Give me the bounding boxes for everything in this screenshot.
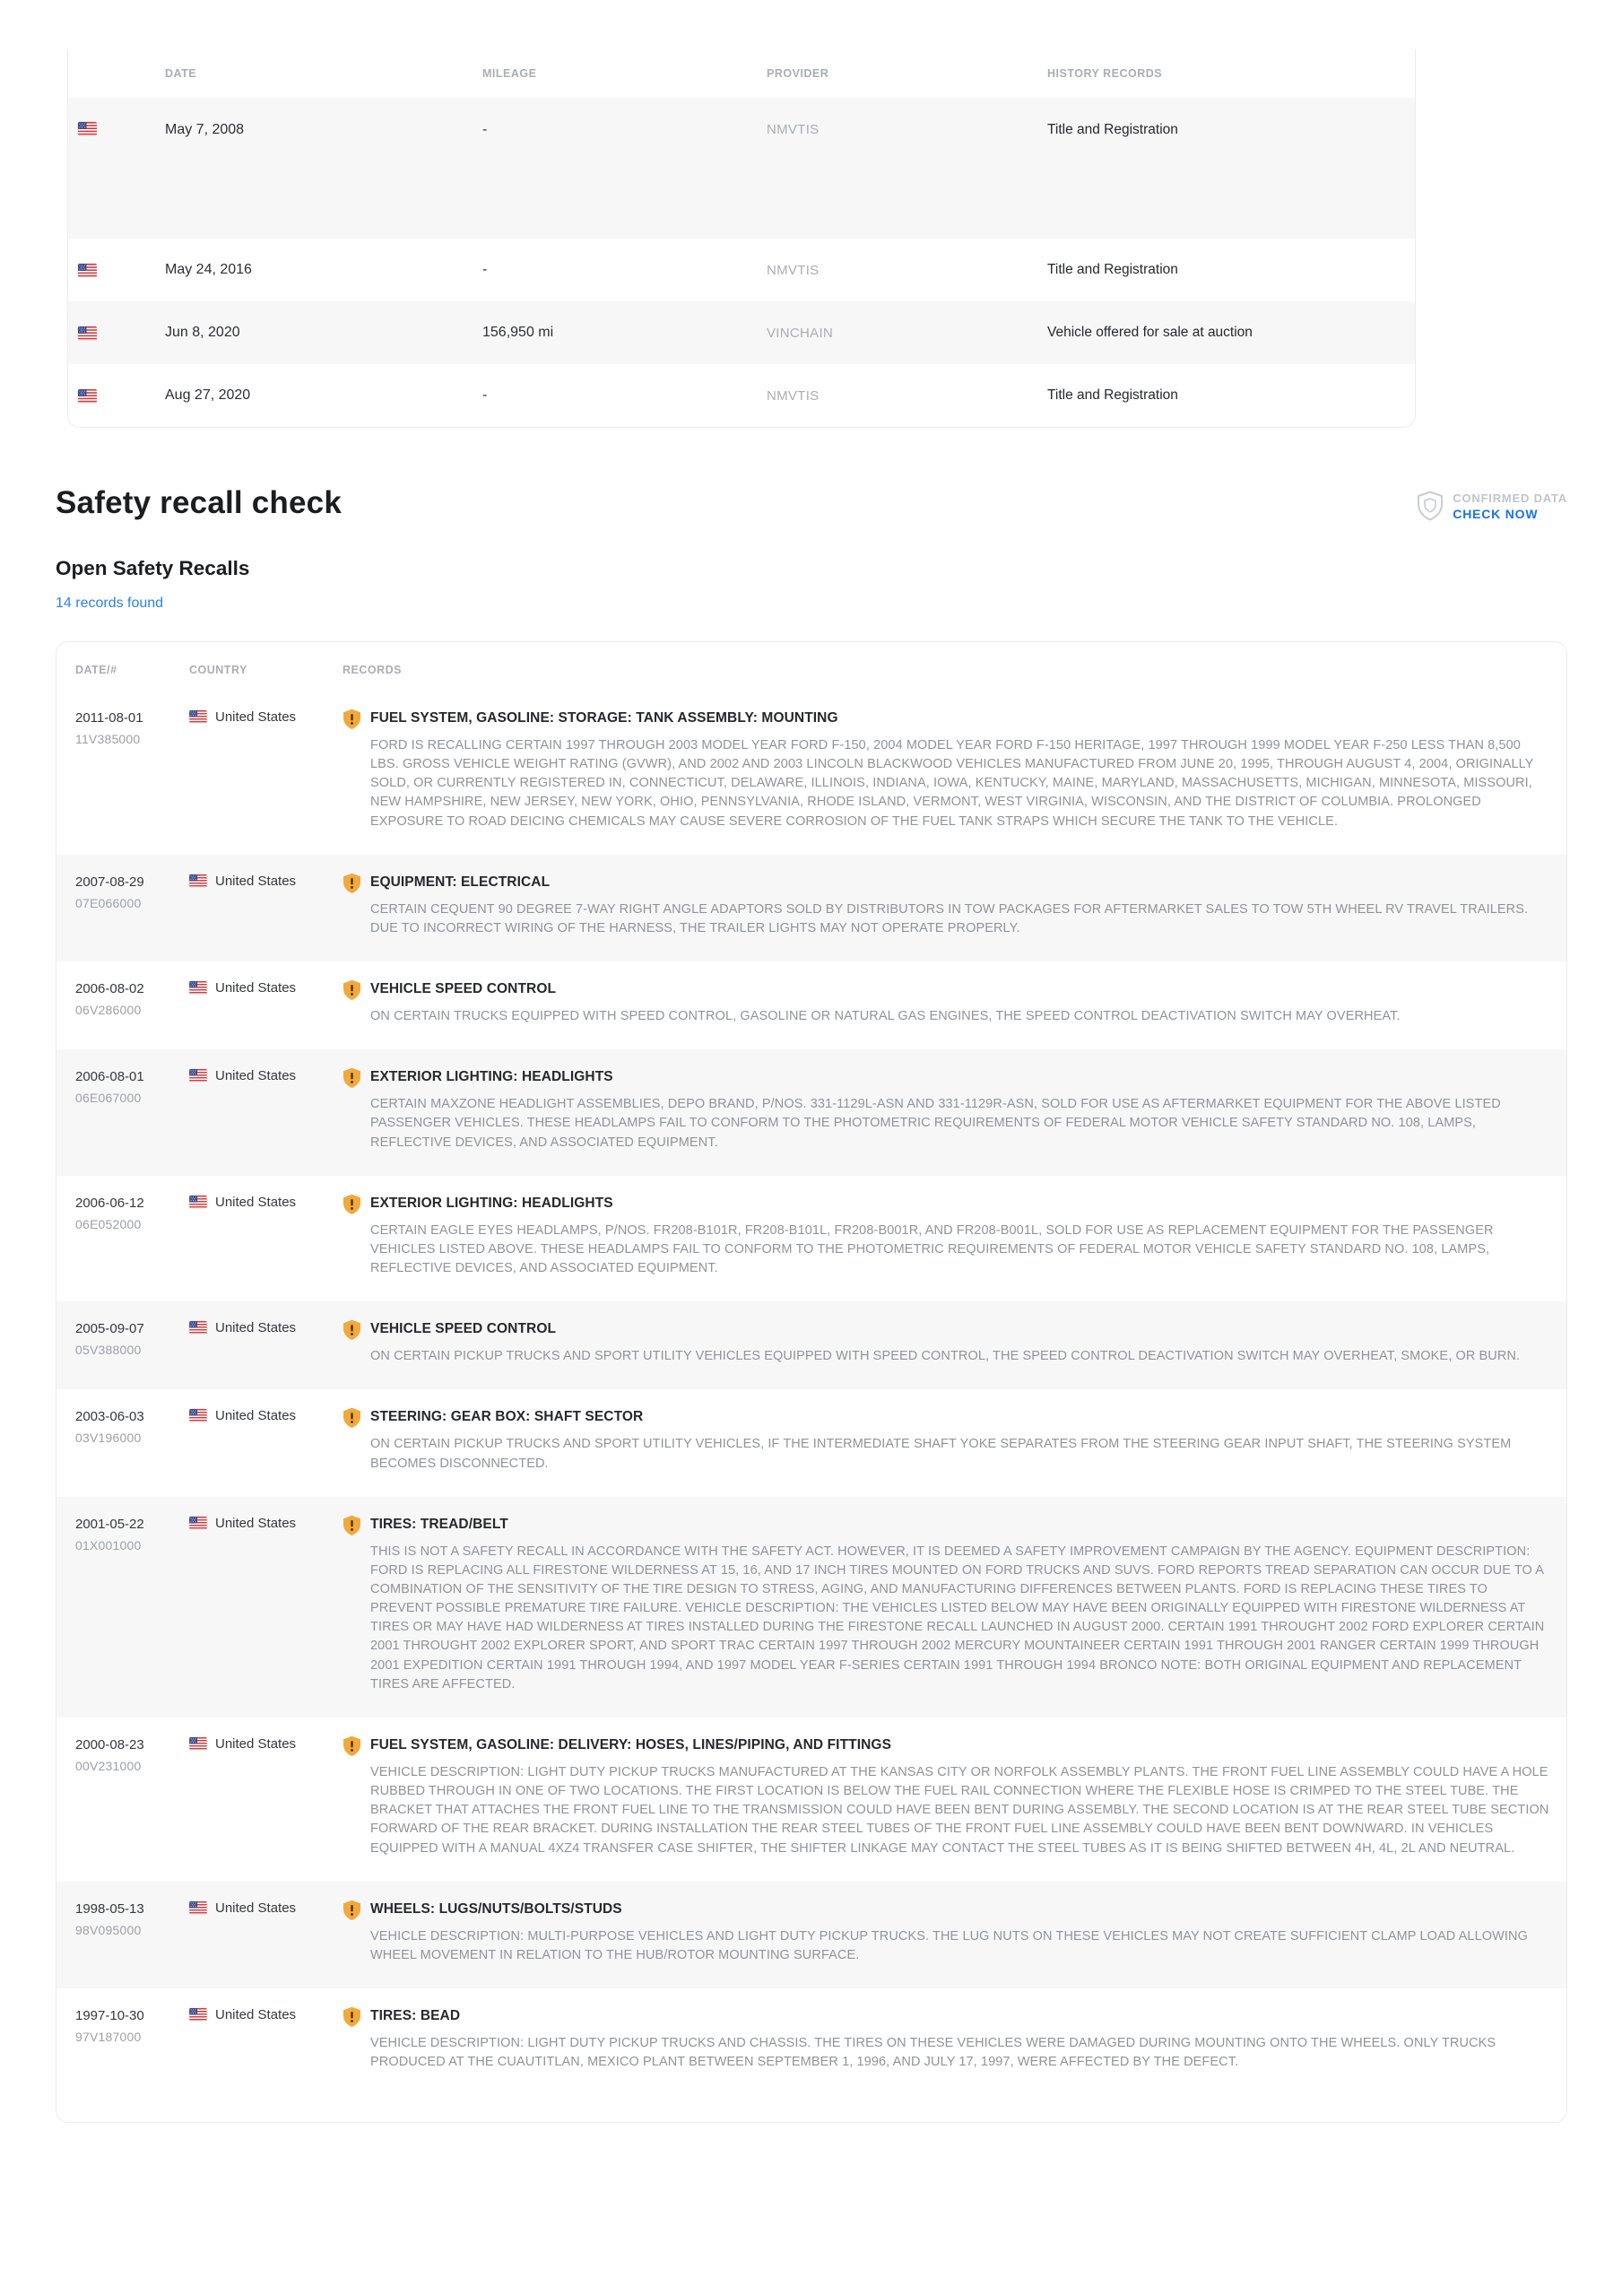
recall-country: United States — [215, 1194, 297, 1210]
us-flag-icon — [189, 1321, 207, 1334]
recall-number: 06V286000 — [75, 1003, 142, 1018]
us-flag-icon — [189, 981, 207, 994]
history-date: Jun 8, 2020 — [165, 325, 240, 340]
history-table-header — [68, 49, 1415, 98]
header-date-number: DATE/# — [75, 664, 117, 676]
recall-records-cell — [343, 1321, 1550, 1366]
recall-title: TIRES: TREAD/BELT — [370, 1516, 508, 1532]
recall-description: VEHICLE DESCRIPTION: LIGHT DUTY PICKUP TRUCKS AND CHASSIS. THE TIRES ON THESE VEHICLES WERE DAMAGED DURING MOUNTING ONTO THE WHEELS. ONLY TRUCKS PRODUCED AT THE CUAUTITLAN, MEXICO PLANT BETWEEN SEPTEMBER 1, 1996, AND JULY 17, 1997, WERE AFFECTED BY THE DEFECT. — [370, 2036, 1496, 2070]
history-mileage: 156,950 mi — [482, 325, 554, 340]
recall-title: FUEL SYSTEM, GASOLINE: STORAGE: TANK ASSEMBLY: MOUNTING — [370, 710, 838, 726]
history-mileage: - — [482, 387, 488, 403]
header-country: COUNTRY — [189, 664, 247, 676]
recall-number: 05V388000 — [75, 1343, 142, 1358]
us-flag-icon — [189, 1517, 207, 1529]
header-records: RECORDS — [343, 664, 403, 676]
recall-description: FORD IS RECALLING CERTAIN 1997 THROUGH 2003 MODEL YEAR FORD F-150, 2004 MODEL YEAR FORD F-150 HERITAGE, 1997 THROUGH 1999 MODEL YEAR F-250 LESS THAN 8,500 LBS. GROSS VEHICLE WEIGHT RATING (GVWR), AND 2002 AND 2003 LINCOLN BLACKWOOD VEHICLES MANUFACTURED FROM JUNE 20, 1995, THROUGH AUGUST 4, 2004, ORIGINALLY SOLD, OR CURRENTLY REGISTERED IN, CONNECTICUT, DELAWARE, ILLINOIS, INDIANA, IOWA, KENTUCKY, MAINE, MARYLAND, MASSACHUSETTS, MICHIGAN, MINNESOTA, MISSOURI, NEW HAMPSHIRE, NEW JERSEY, NEW YORK, OHIO, PENNSYLVANIA, RHODE ISLAND, VERMONT, WEST VIRGINIA, WISCONSIN, AND THE DISTRICT OF COLUMBIA. PROLONGED EXPOSURE TO ROAD DEICING CHEMICALS MAY CAUSE SEVERE CORROSION OF THE FUEL TANK STRAPS WHICH SECURE THE TANK TO THE VEHICLE. — [370, 738, 1534, 829]
us-flag-icon — [189, 874, 207, 887]
page-title: Safety recall check — [56, 485, 343, 520]
recall-records-cell — [343, 1409, 1550, 1473]
recall-row — [56, 1176, 1566, 1301]
recall-row — [56, 1389, 1566, 1496]
history-record: Vehicle offered for sale at auction — [1047, 325, 1253, 340]
recall-records-cell — [343, 2008, 1550, 2072]
history-provider: VINCHAIN — [767, 325, 834, 341]
recall-description: VEHICLE DESCRIPTION: MULTI-PURPOSE VEHICLES AND LIGHT DUTY PICKUP TRUCKS. THE LUG NUTS ON THESE VEHICLES MAY NOT CREATE SUFFICIENT CLAMP LOAD ALLOWING WHEEL MOVEMENT IN RELATION TO THE HUB/ROTOR MOUNTING SURFACE. — [370, 1928, 1529, 1962]
badge-text — [1453, 491, 1567, 521]
country-flag-cell — [68, 389, 165, 403]
records-found-link[interactable]: 14 records found — [56, 596, 164, 611]
open-safety-recalls-title: Open Safety Recalls — [56, 557, 250, 579]
header-date: DATE — [165, 67, 197, 80]
history-record: Title and Registration — [1047, 387, 1178, 403]
recall-country: United States — [215, 1515, 297, 1531]
recall-records-cell — [343, 981, 1550, 1026]
confirmed-data-label: CONFIRMED DATA — [1453, 491, 1567, 505]
recall-row — [56, 1301, 1566, 1389]
history-table-body — [68, 98, 1415, 427]
recall-title: EXTERIOR LIGHTING: HEADLIGHTS — [370, 1195, 613, 1211]
check-now-link[interactable]: CHECK NOW — [1453, 506, 1539, 521]
confirmed-data-badge[interactable] — [1417, 491, 1567, 521]
us-flag-icon — [189, 710, 207, 723]
recall-date: 2005-09-07 — [75, 1321, 144, 1337]
recall-date: 1998-05-13 — [75, 1900, 144, 1917]
us-flag-icon — [189, 1069, 207, 1082]
recall-description: ON CERTAIN PICKUP TRUCKS AND SPORT UTILITY VEHICLES EQUIPPED WITH SPEED CONTROL, THE SPEED CONTROL DEACTIVATION SWITCH MAY OVERHEAT, SMOKE, OR BURN. — [370, 1349, 1521, 1364]
recall-date: 2011-08-01 — [75, 710, 143, 726]
history-provider: NMVTIS — [767, 262, 820, 278]
history-records-table — [67, 49, 1416, 428]
recall-country-cell — [189, 1321, 343, 1366]
recall-title: EXTERIOR LIGHTING: HEADLIGHTS — [370, 1069, 613, 1085]
recall-number: 01X001000 — [75, 1537, 142, 1552]
recall-country-cell — [189, 1409, 343, 1473]
recall-records-cell — [343, 874, 1550, 938]
header-mileage: MILEAGE — [482, 67, 537, 80]
recall-country: United States — [215, 1900, 297, 1916]
us-flag-icon — [78, 326, 97, 340]
warning-shield-icon — [343, 709, 361, 730]
history-table-row — [68, 301, 1415, 364]
recall-country-cell — [189, 1901, 343, 1965]
recall-records-cell — [343, 1069, 1550, 1152]
recall-country: United States — [215, 1408, 297, 1424]
recall-records-cell — [343, 1737, 1550, 1858]
history-provider: NMVTIS — [767, 122, 820, 137]
history-date: May 24, 2016 — [165, 262, 252, 277]
recall-country-cell — [189, 1517, 343, 1694]
recall-country: United States — [215, 1320, 297, 1336]
history-date: May 7, 2008 — [165, 122, 245, 137]
warning-shield-icon — [343, 1067, 361, 1089]
history-mileage: - — [482, 122, 488, 137]
recall-row — [56, 691, 1566, 855]
recall-number: 98V095000 — [75, 1922, 142, 1937]
recall-date: 2006-08-02 — [75, 981, 144, 997]
history-provider: NMVTIS — [767, 387, 820, 404]
open-safety-recalls-table — [56, 641, 1567, 2123]
recall-country-cell — [189, 1196, 343, 1278]
recall-date: 1997-10-30 — [75, 2008, 144, 2023]
recall-country-cell — [189, 1737, 343, 1858]
warning-shield-icon — [343, 1319, 361, 1341]
recall-country: United States — [215, 873, 297, 889]
recall-description: CERTAIN CEQUENT 90 DEGREE 7-WAY RIGHT ANGLE ADAPTORS SOLD BY DISTRIBUTORS IN TOW PACKAGES FOR AFTERMARKET SALES TO TOW 5TH WHEEL RV TRAVEL TRAILERS. DUE TO INCORRECT WIRING OF THE HARNESS, THE TRAILER LIGHTS MAY NOT OPERATE PROPERLY. — [370, 901, 1529, 935]
history-table-row — [68, 239, 1415, 301]
recall-title: STEERING: GEAR BOX: SHAFT SECTOR — [370, 1409, 644, 1425]
recall-country-cell — [189, 1069, 343, 1152]
recall-records-cell — [343, 1901, 1550, 1965]
recall-description: ON CERTAIN PICKUP TRUCKS AND SPORT UTILITY VEHICLES, IF THE INTERMEDIATE SHAFT YOKE SEPARATES FROM THE STEERING GEAR INPUT SHAFT, THE STEERING SYSTEM BECOMES DISCONNECTED. — [370, 1437, 1512, 1471]
recall-title: FUEL SYSTEM, GASOLINE: DELIVERY: HOSES, LINES/PIPING, AND FITTINGS — [370, 1736, 892, 1752]
recall-row — [56, 1497, 1566, 1718]
recall-number: 06E052000 — [75, 1216, 142, 1231]
warning-shield-icon — [343, 1515, 361, 1536]
recall-row — [56, 1049, 1566, 1175]
recall-number: 07E066000 — [75, 895, 142, 910]
header-history-records: HISTORY RECORDS — [1047, 67, 1163, 80]
recall-date-cell — [75, 1196, 189, 1278]
warning-shield-icon — [343, 979, 361, 1001]
warning-shield-icon — [343, 1407, 361, 1429]
recall-country: United States — [215, 1735, 297, 1752]
warning-shield-icon — [343, 1194, 361, 1215]
recall-title: TIRES: BEAD — [370, 2008, 461, 2023]
us-flag-icon — [78, 122, 97, 135]
recall-number: 06E067000 — [75, 1091, 142, 1106]
recall-country-cell — [189, 710, 343, 831]
recall-date-cell — [75, 710, 189, 831]
recall-date: 2000-08-23 — [75, 1736, 144, 1752]
recall-country-cell — [189, 2008, 343, 2072]
recall-description: CERTAIN EAGLE EYES HEADLAMPS, P/NOS. FR208-B101R, FR208-B101L, FR208-B001R, AND FR208-B001L, SOLD FOR USE AS REPLACEMENT EQUIPMENT FOR THE PASSENGER VEHICLES LISTED ABOVE. THESE HEADLAMPS FAIL TO CONFORM TO THE PHOTOMETRIC REQUIREMENTS OF FEDERAL MOTOR VEHICLE SAFETY STANDARD NO. 108, LAMPS, REFLECTIVE DEVICES, AND ASSOCIATED EQUIPMENT. — [370, 1222, 1494, 1276]
recall-records-cell — [343, 710, 1550, 831]
recall-country: United States — [215, 980, 297, 996]
recall-number: 00V231000 — [75, 1758, 142, 1773]
country-flag-cell — [68, 264, 165, 277]
recall-country: United States — [215, 2007, 297, 2022]
recall-row — [56, 961, 1566, 1049]
recall-title: EQUIPMENT: ELECTRICAL — [370, 874, 551, 890]
recall-row — [56, 1882, 1566, 1988]
warning-shield-icon — [343, 873, 361, 894]
warning-shield-icon — [343, 1900, 361, 1921]
recall-date-cell — [75, 1321, 189, 1366]
recall-description: THIS IS NOT A SAFETY RECALL IN ACCORDANCE WITH THE SAFETY ACT. HOWEVER, IT IS DEEMED A SAFETY IMPROVEMENT CAMPAIGN BY THE AGENCY. EQUIPMENT DESCRIPTION: FORD IS REPLACING ALL FIRESTONE WILDERNESS AT 15, 16, AND 17 INCH TIRES MOUNTED ON FORD TRUCKS AND SUVS. FORD REPORTS TREAD SEPARATION CAN OCCUR DUE TO A COMBINATION OF THE SENSITIVITY OF THE TIRE DESIGN TO STRESS, AGING, AND MANUFACTURING DIFFERENCES BETWEEN PLANTS. FORD IS REPLACING THESE TIRES TO PREVENT POSSIBLE PREMATURE TIRE FAILURE. VEHICLE DESCRIPTION: THE VEHICLES LISTED BELOW MAY HAVE BEEN ORIGINALLY EQUIPPED WITH FIRESTONE WILDERNESS AT TIRES OR MAY HAVE HAD WILDERNESS AT TIRES INSTALLED DURING THE FIRESTONE RECALL LAUNCHED IN AUGUST 2000. CERTAIN 1991 THROUGHT 2002 FORD EXPLORER CERTAIN 2001 THROUGHT 2002 EXPLORER SPORT, AND SPORT TRAC CERTAIN 1997 THROUGH 2002 MERCURY MOUNTAINEER CERTAIN 1991 THROUGH 2001 RANGER CERTAIN 1999 THROUGH 2001 EXPEDITION CERTAIN 1991 THROUGH 1994, AND 1997 MODEL YEAR F-SERIES CERTAIN 1991 THROUGH 1994 BRONCO NOTE: BOTH ORIGINAL EQUIPMENT AND REPLACEMENT TIRES ARE AFFECTED. — [370, 1544, 1545, 1692]
recall-records-cell — [343, 1517, 1550, 1694]
recall-date-cell — [75, 1069, 189, 1152]
recall-title: VEHICLE SPEED CONTROL — [370, 981, 557, 997]
recall-date: 2007-08-29 — [75, 874, 144, 890]
recall-description: ON CERTAIN TRUCKS EQUIPPED WITH SPEED CONTROL, GASOLINE OR NATURAL GAS ENGINES, THE SPEED CONTROL DEACTIVATION SWITCH MAY OVERHEAT. — [370, 1009, 1401, 1024]
recall-title: WHEELS: LUGS/NUTS/BOLTS/STUDS — [370, 1900, 622, 1917]
safety-recall-section-header — [56, 485, 1567, 521]
recall-date-cell — [75, 874, 189, 938]
recall-date-cell — [75, 1409, 189, 1473]
history-record: Title and Registration — [1047, 122, 1178, 137]
recall-country: United States — [215, 1068, 297, 1084]
recall-records-cell — [343, 1196, 1550, 1278]
history-record: Title and Registration — [1047, 262, 1178, 277]
header-provider: PROVIDER — [767, 67, 829, 80]
recall-row — [56, 855, 1566, 961]
recall-date: 2003-06-03 — [75, 1409, 144, 1425]
recall-country-cell — [189, 874, 343, 938]
recalls-table-body — [56, 691, 1566, 2095]
country-flag-cell — [68, 122, 165, 135]
us-flag-icon — [78, 264, 97, 277]
recall-date-cell — [75, 981, 189, 1026]
history-date: Aug 27, 2020 — [165, 387, 251, 403]
recalls-table-header — [56, 642, 1566, 691]
recall-description: VEHICLE DESCRIPTION: LIGHT DUTY PICKUP TRUCKS MANUFACTURED AT THE KANSAS CITY OR NORFOLK ASSEMBLY PLANTS. THE FRONT FUEL LINE ASSEMBLY COULD HAVE A HOLE RUBBED THROUGH IN ONE OF TWO LOCATIONS. THE FIRST LOCATION IS BELOW THE FUEL RAIL CONNECTION WHERE THE FLEXIBLE HOSE IS CRIMPED TO THE STEEL TUBE. THE BRACKET THAT ATTACHES THE FRONT FUEL LINE TO THE TRANSMISSION COULD HAVE BEEN BENT DURING ASSEMBLY. THE SECOND LOCATION IS AT THE REAR STEEL TUBE SECTION FORWARD OF THE REAR BRACKET. DURING INSTALLATION THE REAR STEEL TUBES OF THE FRONT FUEL LINE ASSEMBLY COULD HAVE BEEN BENT DOWNWARD. IN VEHICLES EQUIPPED WITH A MANUAL 4XZ4 TRANSFER CASE SHIFTER, THE SHIFTER LINKAGE MAY CONTACT THE STEEL TUBES AS IT IS BEING SHIFTED BETWEEN 4H, 4L, 2L AND NEUTRAL. — [370, 1764, 1549, 1856]
recall-date-cell — [75, 1517, 189, 1694]
history-table-row — [68, 98, 1415, 239]
us-flag-icon — [189, 1901, 207, 1914]
recall-date-cell — [75, 1737, 189, 1858]
recall-row — [56, 1988, 1566, 2095]
recall-row — [56, 1718, 1566, 1882]
recall-number: 03V196000 — [75, 1431, 142, 1446]
warning-shield-icon — [343, 1735, 361, 1757]
recall-date: 2006-08-01 — [75, 1069, 144, 1085]
us-flag-icon — [189, 1409, 207, 1422]
history-mileage: - — [482, 262, 488, 277]
recall-date-cell — [75, 1901, 189, 1965]
recall-country: United States — [215, 709, 297, 725]
recall-country-cell — [189, 981, 343, 1026]
recall-description: CERTAIN MAXZONE HEADLIGHT ASSEMBLIES, DEPO BRAND, P/NOS. 331-1129L-ASN AND 331-1129R-ASN, SOLD FOR USE AS AFTERMARKET EQUIPMENT FOR THE ABOVE LISTED PASSENGER VEHICLES. THESE HEADLAMPS FAIL TO CONFORM TO THE PHOTOMETRIC REQUIREMENTS OF FEDERAL MOTOR VEHICLE SAFETY STANDARD NO. 108, LAMPS, REFLECTIVE DEVICES, AND ASSOCIATED EQUIPMENT. — [370, 1097, 1501, 1150]
us-flag-icon — [78, 389, 97, 403]
recall-date: 2006-06-12 — [75, 1195, 144, 1211]
us-flag-icon — [189, 1196, 207, 1208]
recall-title: VEHICLE SPEED CONTROL — [370, 1321, 557, 1337]
recall-date: 2001-05-22 — [75, 1516, 144, 1532]
recall-date-cell — [75, 2008, 189, 2072]
us-flag-icon — [189, 1737, 207, 1750]
recall-number: 97V187000 — [75, 2030, 142, 2044]
recall-number: 11V385000 — [75, 732, 141, 746]
shield-check-icon — [1417, 491, 1444, 521]
country-flag-cell — [68, 326, 165, 340]
warning-shield-icon — [343, 2006, 361, 2028]
us-flag-icon — [189, 2008, 207, 2021]
history-table-row — [68, 364, 1415, 427]
